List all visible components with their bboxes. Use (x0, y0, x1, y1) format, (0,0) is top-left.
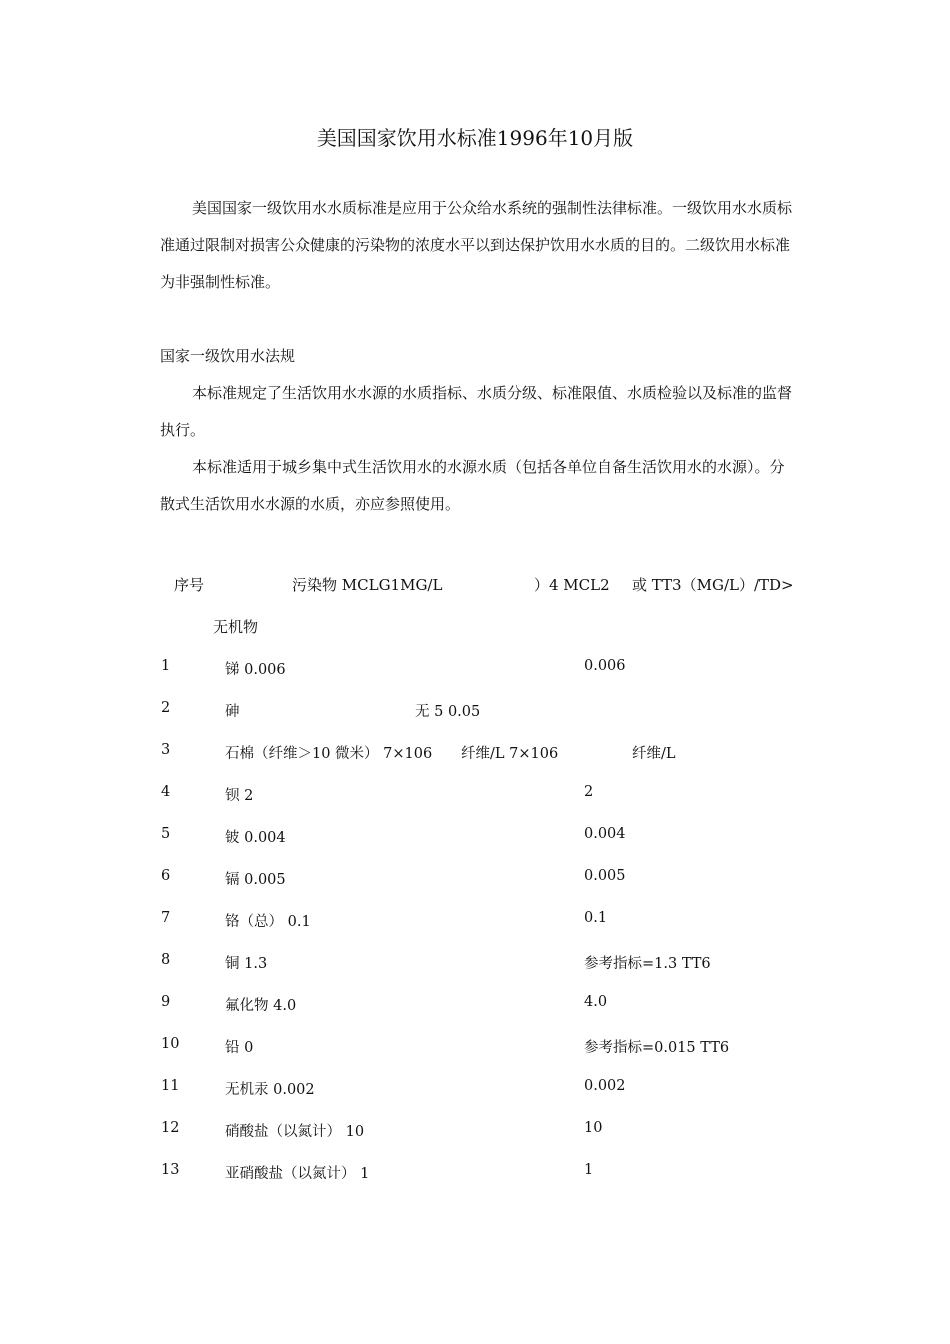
group-label-inorganic: 无机物 (213, 618, 259, 636)
table-row (0, 952, 950, 976)
table-row (0, 1036, 950, 1060)
table-row (0, 658, 950, 682)
table-row (0, 1120, 950, 1144)
row-mid-value: 纤维/L 7×106 (461, 746, 559, 762)
table-row (0, 784, 950, 808)
row-mcl: 4.0 (584, 994, 608, 1010)
table-row (0, 1162, 950, 1186)
table-row (0, 700, 950, 724)
header-number: 序号 (174, 576, 205, 594)
row-mcl: 纤维/L (632, 746, 676, 762)
intro-paragraph: 美国国家一级饮用水水质标准是应用于公众给水系统的强制性法律标准。一级饮用水水质标准通过限制对损害公众健康的污染物的浓度水平以到达保护饮用水水质的目的。二级饮用水标准为非强制性标准。 (160, 199, 793, 291)
header-mcl: ）4 MCL2 (534, 576, 610, 594)
row-number: 12 (161, 1120, 180, 1136)
row-contaminant: 铬（总） 0.1 (225, 914, 311, 930)
row-mcl: 0.006 (584, 658, 626, 674)
row-contaminant: 氟化物 4.0 (225, 998, 297, 1014)
row-mcl: 参考指标=0.015 TT6 (584, 1040, 730, 1056)
row-mcl: 参考指标=1.3 TT6 (584, 956, 711, 972)
row-number: 1 (161, 658, 171, 674)
row-contaminant: 铜 1.3 (225, 956, 268, 972)
row-number: 10 (161, 1036, 180, 1052)
header-contaminant: 污染物 MCLG1MG/L (292, 576, 443, 594)
table-row (0, 1078, 950, 1102)
row-number: 6 (161, 868, 171, 884)
row-contaminant: 亚硝酸盐（以氮计） 1 (225, 1166, 370, 1182)
row-number: 2 (161, 700, 171, 716)
row-number: 11 (161, 1078, 180, 1094)
row-number: 7 (161, 910, 171, 926)
row-contaminant: 锑 0.006 (225, 662, 286, 678)
row-number: 9 (161, 994, 171, 1010)
row-number: 4 (161, 784, 171, 800)
row-number: 5 (161, 826, 171, 842)
row-contaminant: 砷 (225, 704, 240, 720)
table-row (0, 910, 950, 934)
row-mid-value: 无 5 0.05 (415, 704, 481, 720)
row-contaminant: 镉 0.005 (225, 872, 286, 888)
header-tt: 或 TT3（MG/L）/TD> (632, 576, 794, 594)
row-mcl: 0.1 (584, 910, 608, 926)
row-mcl: 1 (584, 1162, 594, 1178)
row-contaminant: 石棉（纤维＞10 微米） 7×106 (225, 746, 433, 762)
row-mcl: 0.004 (584, 826, 626, 842)
scope-paragraph-1: 本标准规定了生活饮用水水源的水质指标、水质分级、标准限值、水质检验以及标准的监督执行。 (160, 384, 793, 439)
scope-paragraph-2: 本标准适用于城乡集中式生活饮用水的水源水质（包括各单位自备生活饮用水的水源）。分散式生活饮用水水源的水质，亦应参照使用。 (160, 458, 785, 513)
row-mcl: 0.005 (584, 868, 626, 884)
table-row (0, 994, 950, 1018)
row-number: 13 (161, 1162, 180, 1178)
document-title: 美国国家饮用水标准1996年10月版 (316, 126, 634, 150)
row-mcl: 2 (584, 784, 594, 800)
row-contaminant: 钡 2 (225, 788, 254, 804)
row-mcl: 0.002 (584, 1078, 626, 1094)
section-heading: 国家一级饮用水法规 (160, 347, 296, 365)
row-number: 3 (161, 742, 171, 758)
table-row (0, 826, 950, 850)
row-contaminant: 硝酸盐（以氮计） 10 (225, 1124, 365, 1140)
row-mcl: 10 (584, 1120, 603, 1136)
table-row (0, 742, 950, 766)
row-contaminant: 铅 0 (225, 1040, 254, 1056)
table-header (0, 574, 950, 598)
table-row (0, 868, 950, 892)
row-contaminant: 铍 0.004 (225, 830, 286, 846)
row-contaminant: 无机汞 0.002 (225, 1082, 315, 1098)
row-number: 8 (161, 952, 171, 968)
